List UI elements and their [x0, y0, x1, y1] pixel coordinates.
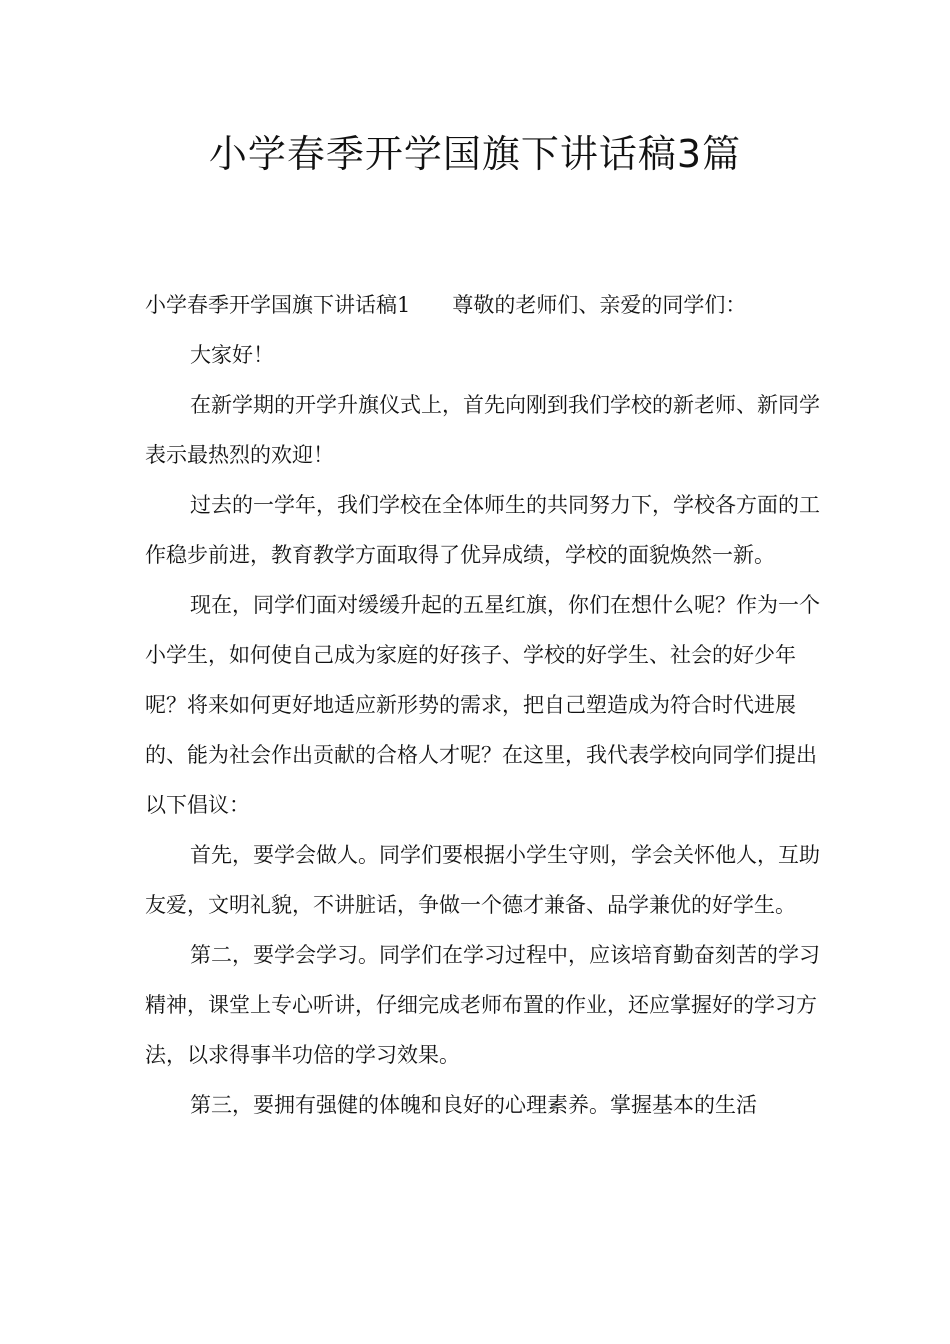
section-heading: 小学春季开学国旗下讲话稿1: [145, 293, 411, 317]
paragraph-proposal: 现在，同学们面对缓缓升起的五星红旗，你们在想什么呢？作为一个小学生，如何使自己成为家庭的好孩子、学校的好学生、社会的好少年呢？将来如何更好地适应新形势的需求，把自己塑造成为符合时代进展的、能为社会作出贡献的合格人才呢？在这里，我代表学校向同学们提出以下倡议：: [145, 593, 820, 817]
opening-line: [145, 280, 825, 330]
salutation: 尊敬的老师们、亲爱的同学们：: [452, 293, 747, 317]
paragraph-greeting: 大家好！: [190, 343, 274, 367]
paragraph-welcome: 在新学期的开学升旗仪式上，首先向刚到我们学校的新老师、新同学表示最热烈的欢迎！: [145, 393, 820, 467]
paragraph-third-point: 第三，要拥有强健的体魄和良好的心理素养。掌握基本的生活: [190, 1093, 757, 1117]
paragraph-first-point: 首先，要学会做人。同学们要根据小学生守则，学会关怀他人，互助友爱，文明礼貌，不讲脏话，争做一个德才兼备、品学兼优的好学生。: [145, 843, 820, 917]
paragraph-past-year: 过去的一学年，我们学校在全体师生的共同努力下，学校各方面的工作稳步前进，教育教学方面取得了优异成绩，学校的面貌焕然一新。: [145, 493, 820, 567]
document-title: 小学春季开学国旗下讲话稿3篇: [208, 132, 742, 176]
document-body: [145, 280, 825, 1130]
paragraph-second-point: 第二，要学会学习。同学们在学习过程中，应该培育勤奋刻苦的学习精神，课堂上专心听讲，仔细完成老师布置的作业，还应掌握好的学习方法，以求得事半功倍的学习效果。: [145, 943, 820, 1067]
